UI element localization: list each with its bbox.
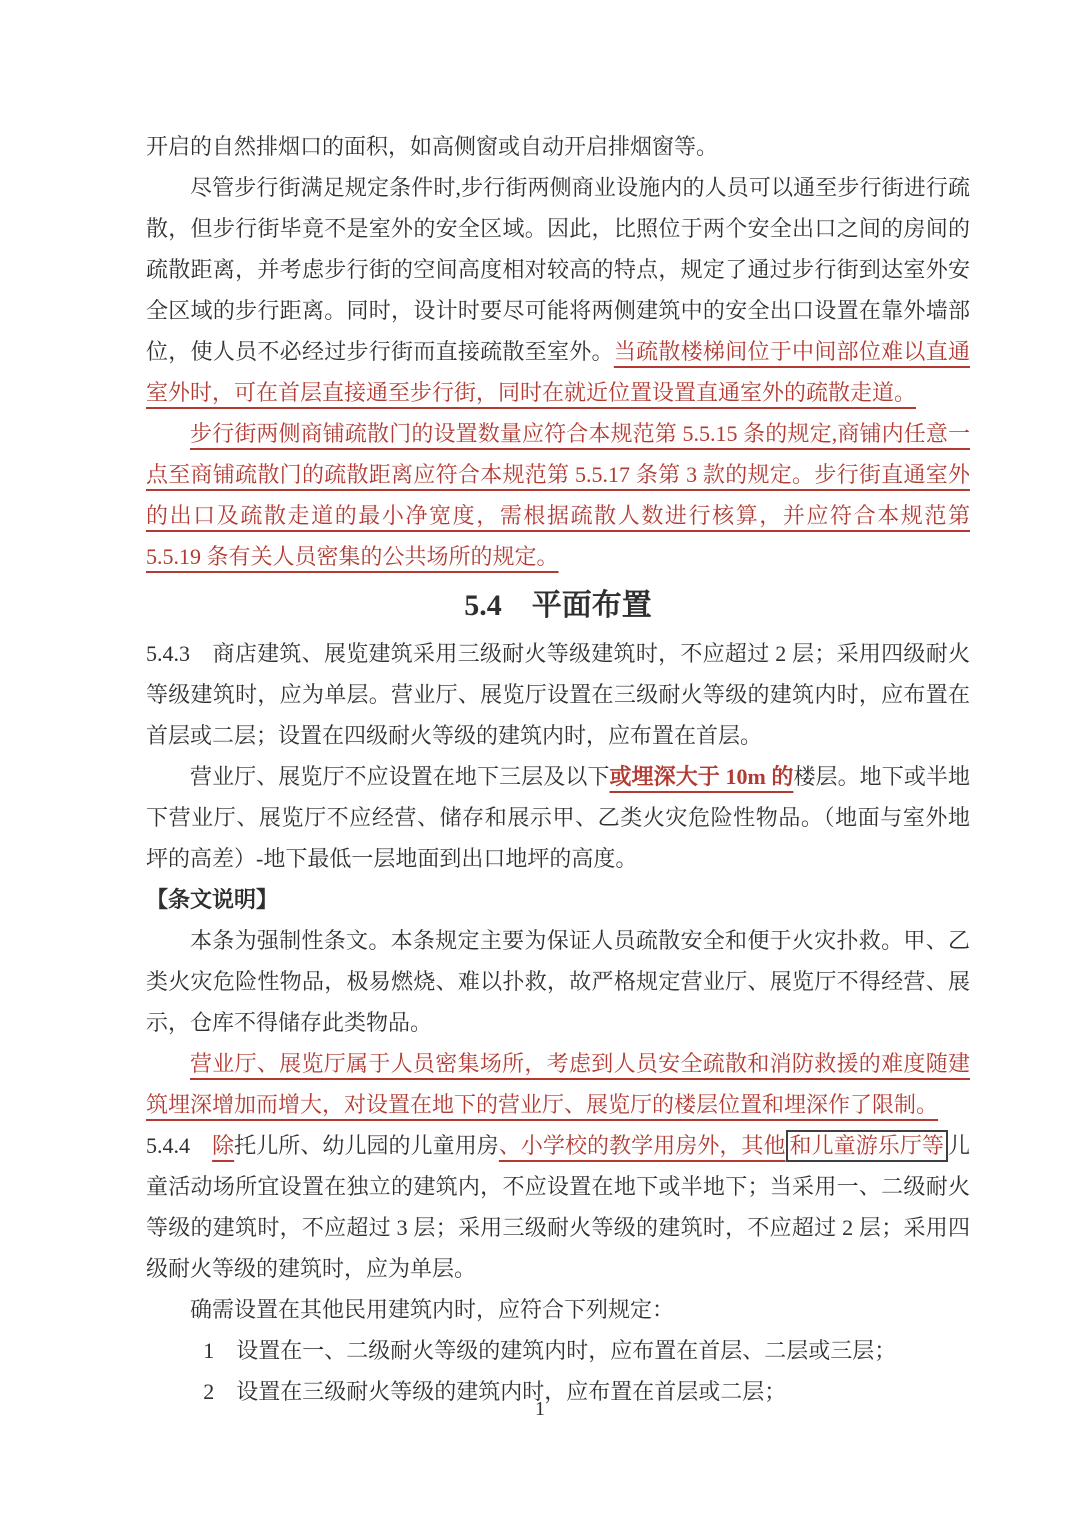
text-run: 儿童活动场所宜设置在独立的建筑内，不应设置在地下或半地下；当采用一、二级耐火等级的建筑时，不应超过 3 层；采用三级耐火等级的建筑时，不应超过 2 层；采用四级耐火等级的建筑时，应为单层。	[146, 1133, 970, 1281]
text-run: 步行街两侧商铺疏散门的设置数量应符合本规范第 5.5.15 条的规定,商铺内任意一点至商铺疏散门的疏散距离应符合本规范第 5.5.17 条第 3 款的规定。步行街直通室外的出口及疏散走道的最小净宽度，需根据疏散人数进行核算，并应符合本规范第 5.5.19 条有关人员密集的公共场所的规定。	[146, 421, 970, 569]
text-run: 营业厅、展览厅不应设置在地下三层及以下	[190, 764, 610, 789]
text-run: 确需设置在其他民用建筑内时，应符合下列规定：	[190, 1297, 675, 1322]
text-run: 当疏散楼梯间位于中间部位难以直通室外时，可在首层直接通至步行街，同时在就近位置设置直通室外的疏散走道。	[146, 339, 970, 405]
text-run: 除	[212, 1133, 235, 1158]
para-other-civil-buildings	[146, 1289, 970, 1330]
heading-5-4-plane-layout	[146, 581, 970, 631]
para-hall-basement-limit	[146, 756, 970, 879]
text-run: 尽管步行街满足规定条件时,步行街两侧商业设施内的人员可以通至步行街进行疏散，但步行街毕竟不是室外的安全区域。因此，比照位于两个安全出口之间的房间的疏散距离，并考虑步行街的空间高度相对较高的特点，规定了通过步行街到达室外安全区域的步行距离。同时，设计时要尽可能将两侧建筑中的安全出口设置在靠外墙部位，使人员不必经过步行街而直接疏散至室外。	[146, 175, 970, 364]
text-run: 营业厅、展览厅属于人员密集场所，考虑到人员安全疏散和消防救援的难度随建筑埋深增加而增大，对设置在地下的营业厅、展览厅的楼层位置和埋深作了限制。	[146, 1051, 970, 1117]
text-run: 5.4.4	[146, 1133, 213, 1158]
text-run: 5.4 平面布置	[464, 589, 652, 622]
para-clause-5-4-3	[146, 633, 970, 756]
label-clause-explanation	[146, 879, 970, 920]
para-mandatory-clause	[146, 920, 970, 1043]
para-crowded-places-limit	[146, 1043, 970, 1125]
para-clause-5-4-4	[146, 1125, 970, 1289]
page-number: 1	[535, 1398, 545, 1420]
text-run: 、小学校的教学用房外，其他	[498, 1133, 786, 1158]
text-run: 【条文说明】	[146, 887, 279, 912]
text-run: 或埋深大于 10m 的	[609, 764, 794, 789]
text-run: 2 设置在三级耐火等级的建筑内时，应布置在首层或二层；	[203, 1379, 787, 1404]
document-body	[146, 126, 970, 1412]
para-smoke-vent-continuation	[146, 126, 970, 167]
text-run: 5.4.3 商店建筑、展览建筑采用三级耐火等级建筑时，不应超过 2 层；采用四级耐火等级建筑时，应为单层。营业厅、展览厅设置在三级耐火等级的建筑内时，应布置在首层或二层；设置在四级耐火等级的建筑内时，应布置在首层。	[146, 641, 970, 748]
list-item-1	[146, 1330, 970, 1371]
text-run: 1 设置在一、二级耐火等级的建筑内时，应布置在首层、二层或三层；	[203, 1338, 897, 1363]
text-run: 开启的自然排烟口的面积，如高侧窗或自动开启排烟窗等。	[146, 134, 719, 159]
text-run: 楼层。地下或半地下营业厅、展览厅不应经营、储存和展示甲、乙类火灾危险性物品。（地面与室外地坪的高差）-地下最低一层地面到出口地坪的高度。	[146, 764, 970, 871]
text-run: 托儿所、幼儿园的儿童用房	[234, 1133, 499, 1158]
text-run: 本条为强制性条文。本条规定主要为保证人员疏散安全和便于火灾扑救。甲、乙类火灾危险性物品，极易燃烧、难以扑救，故严格规定营业厅、展览厅不得经营、展示，仓库不得储存此类物品。	[146, 928, 970, 1035]
para-shop-evacuation-doors	[146, 413, 970, 577]
para-pedestrian-street-evacuation	[146, 167, 970, 413]
text-run: 和儿童游乐厅等	[786, 1130, 948, 1162]
